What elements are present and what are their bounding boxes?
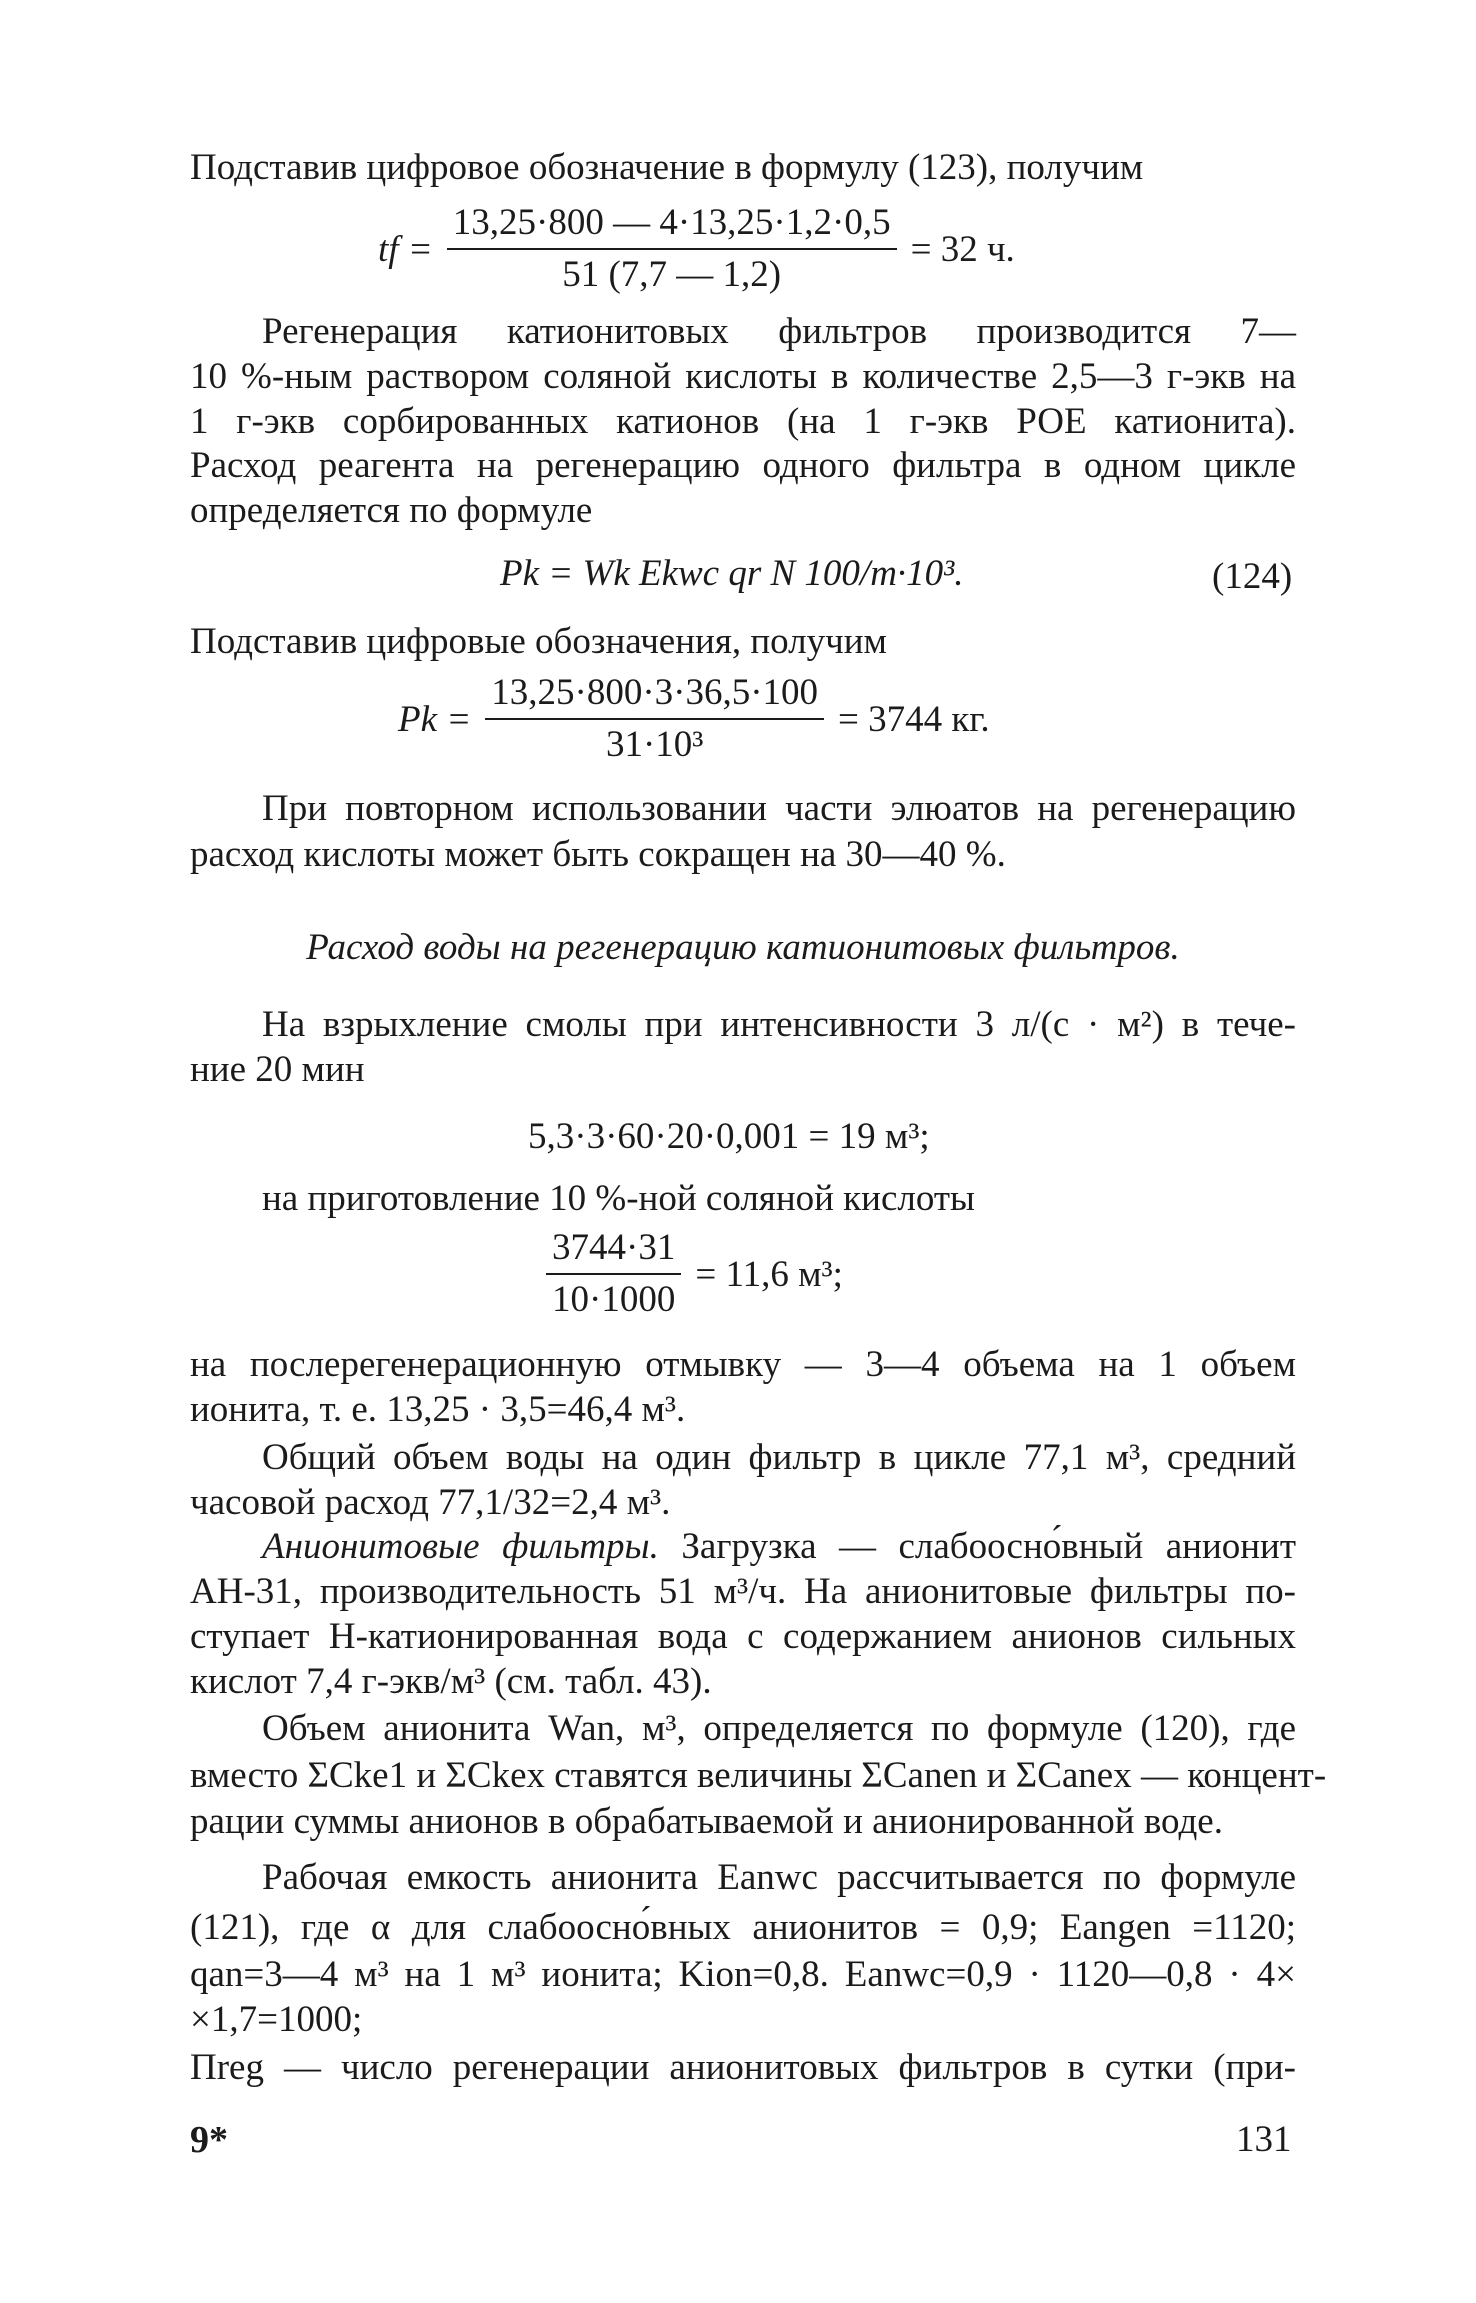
paragraph-line: ние 20 мин bbox=[190, 1049, 365, 1090]
paragraph-line: (121), где α для слабоосно́вных анионитов = 0,9; Eangen =1120; bbox=[190, 1907, 1296, 1948]
equation-tf bbox=[378, 200, 1015, 298]
equation-loosening: 5,3·3·60·20·0,001 = 19 м³; bbox=[528, 1116, 930, 1157]
fraction-denominator: 10·1000 bbox=[552, 1279, 676, 1320]
fraction-denominator: 31·10³ bbox=[605, 724, 704, 765]
paragraph-line: расход кислоты может быть сокращен на 30—40 %. bbox=[190, 834, 1006, 875]
equation-hcl bbox=[546, 1225, 843, 1323]
fraction-denominator: 51 (7,7 — 1,2) bbox=[562, 254, 782, 295]
paragraph-line: Регенерация катионитовых фильтров производится 7— bbox=[262, 311, 1296, 352]
formula-text: Pk = Wk Ekwc qr N 100/m·10³. bbox=[500, 553, 964, 594]
subsection-title: Анионитовые фильтры. bbox=[262, 1526, 659, 1567]
page-number: 131 bbox=[1236, 2119, 1292, 2160]
equation-fraction bbox=[447, 200, 897, 298]
equation-fraction bbox=[546, 1225, 681, 1323]
fraction-numerator: 13,25·800 — 4·13,25·1,2·0,5 bbox=[447, 200, 897, 250]
paragraph-line: на послерегенерационную отмывку — 3—4 объема на 1 объем bbox=[190, 1344, 1296, 1385]
equation-rhs: = 11,6 м³; bbox=[695, 1253, 843, 1295]
paragraph-line: кислот 7,4 г-экв/м³ (см. табл. 43). bbox=[190, 1661, 712, 1702]
paragraph-line: АН-31, производительность 51 м³/ч. На анионитовые фильтры по- bbox=[190, 1571, 1296, 1612]
paragraph-line: Объем анионита Wan, м³, определяется по формуле (120), где bbox=[262, 1708, 1296, 1749]
equation-lhs: tf = bbox=[378, 228, 433, 270]
equation-number: (124) bbox=[1212, 556, 1293, 597]
paragraph-line: qan=3—4 м³ на 1 м³ ионита; Kion=0,8. Eanwc=0,9 · 1120—0,8 · 4× bbox=[190, 1954, 1296, 1995]
equation-fraction bbox=[485, 670, 824, 768]
paragraph-line: При повторном использовании части элюатов на регенерацию bbox=[262, 788, 1296, 829]
paragraph-line: 10 %-ным раствором соляной кислоты в количестве 2,5—3 г-экв на bbox=[190, 356, 1296, 397]
paragraph-line bbox=[262, 1525, 1296, 1569]
equation-rhs: = 32 ч. bbox=[910, 228, 1015, 270]
signature-mark: 9* bbox=[190, 2119, 228, 2161]
paragraph-line: ×1,7=1000; bbox=[190, 1999, 363, 2040]
paragraph-line: На взрыхление смолы при интенсивности 3 л/(с · м²) в тече- bbox=[262, 1004, 1296, 1045]
fraction-numerator: 3744·31 bbox=[546, 1225, 681, 1275]
equation-rhs: = 3744 кг. bbox=[838, 698, 990, 740]
equation-pk-value bbox=[398, 670, 990, 768]
paragraph-line: часовой расход 77,1/32=2,4 м³. bbox=[190, 1482, 671, 1523]
paragraph-text: Загрузка — слабоосно́вный анионит bbox=[681, 1526, 1297, 1567]
paragraph-line: вместо ΣCke1 и ΣCkex ставятся величины ΣCanen и ΣCanex — концент- bbox=[190, 1755, 1327, 1796]
paragraph-line: ионита, т. е. 13,25 · 3,5=46,4 м³. bbox=[190, 1389, 686, 1430]
text-line: Подставив цифровое обозначение в формулу (123), получим bbox=[190, 147, 1144, 188]
text-line: Подставив цифровые обозначения, получим bbox=[190, 621, 887, 662]
paragraph-line: определяется по формуле bbox=[190, 490, 593, 531]
section-heading: Расход воды на регенерацию катионитовых фильтров. bbox=[306, 927, 1180, 968]
equation-lhs: Pk = bbox=[398, 698, 472, 740]
paragraph-line: Расход реагента на регенерацию одного фильтра в одном цикле bbox=[190, 445, 1296, 486]
paragraph-line: рации суммы анионов в обрабатываемой и анионированной воде. bbox=[190, 1801, 1223, 1842]
paragraph-line: Рабочая емкость анионита Eanwc рассчитывается по формуле bbox=[262, 1857, 1296, 1898]
paragraph-line: 1 г-экв сорбированных катионов (на 1 г-экв РОЕ катионита). bbox=[190, 401, 1296, 442]
paragraph-line: на приготовление 10 %-ной соляной кислоты bbox=[262, 1178, 975, 1219]
paragraph-line: ступает Н-катионированная вода с содержанием анионов сильных bbox=[190, 1616, 1296, 1657]
equation-124 bbox=[500, 552, 964, 595]
fraction-numerator: 13,25·800·3·36,5·100 bbox=[485, 670, 824, 720]
paragraph-line: Пreg — число регенерации анионитовых фильтров в сутки (при- bbox=[190, 2047, 1296, 2088]
paragraph-line: Общий объем воды на один фильтр в цикле 77,1 м³, средний bbox=[262, 1437, 1296, 1478]
